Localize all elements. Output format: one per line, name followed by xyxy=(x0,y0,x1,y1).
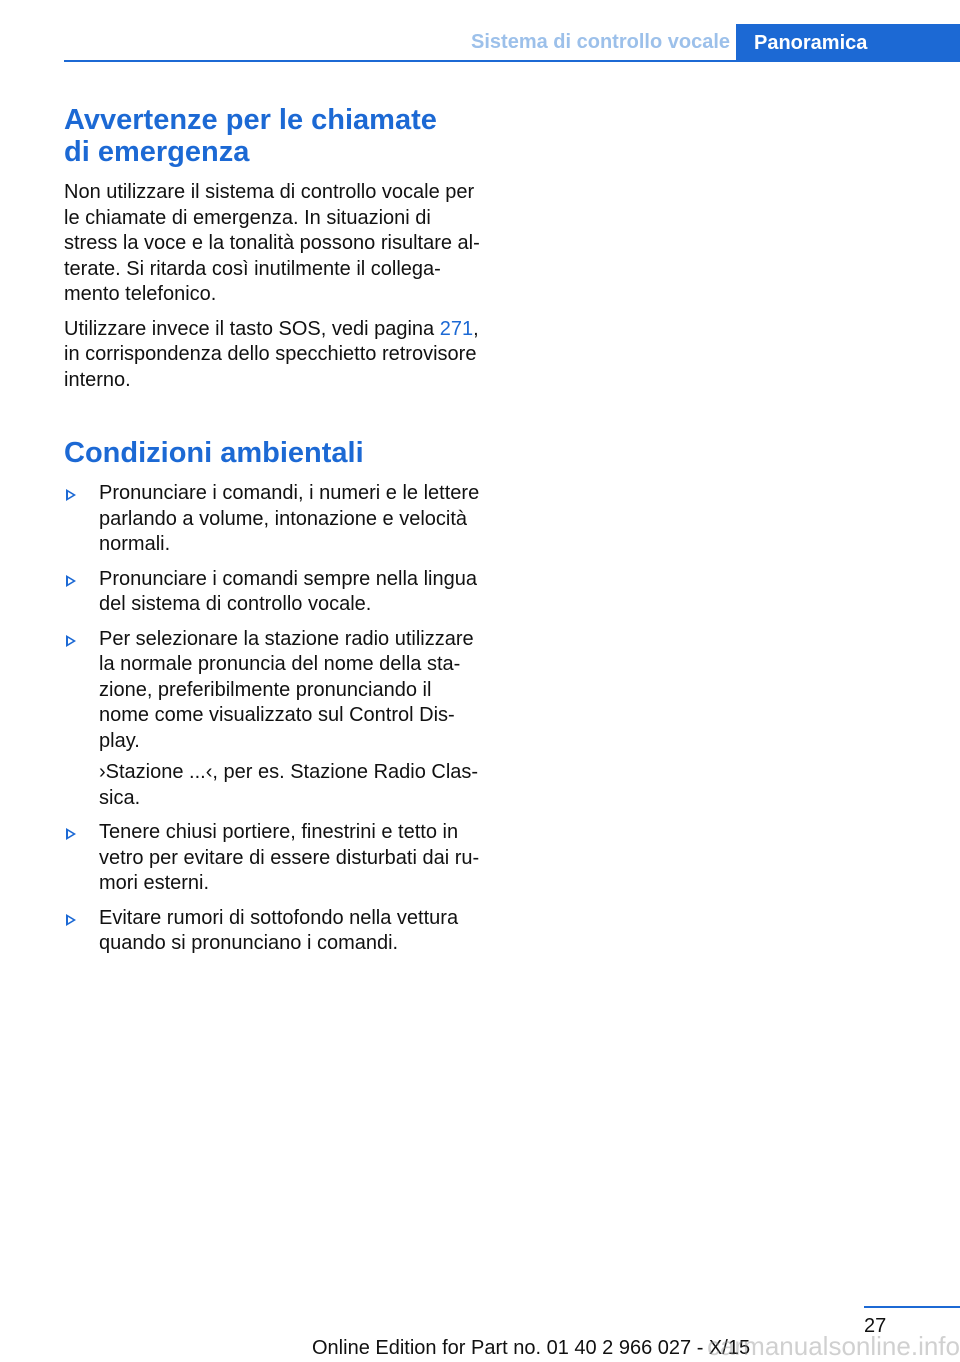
text-line: terate. Si ritarda così inutilmente il collega- xyxy=(64,257,441,280)
triangle-bullet-icon xyxy=(66,489,76,501)
header-divider xyxy=(64,60,960,62)
header-section-title: Sistema di controllo vocale xyxy=(471,31,730,53)
edition-note: Online Edition for Part no. 01 40 2 966 027 - X/15 xyxy=(312,1337,751,1359)
text-line: Evitare rumori di sottofondo nella vettura xyxy=(99,906,459,929)
list-item xyxy=(64,906,482,957)
example-paragraph xyxy=(99,760,482,811)
list-item xyxy=(64,627,482,812)
list-item xyxy=(64,567,482,618)
text-fragment: , xyxy=(473,317,479,340)
text-line: stress la voce e la tonalità possono risultare al- xyxy=(64,232,480,254)
text-line: sica. xyxy=(99,786,141,809)
triangle-bullet-icon xyxy=(66,914,76,926)
page-reference-link[interactable]: 271 xyxy=(439,317,474,340)
triangle-bullet-icon xyxy=(66,575,76,587)
text-line: parlando a volume, intonazione e velocità xyxy=(99,507,468,530)
text-line: Pronunciare i comandi, i numeri e le lettere xyxy=(99,482,480,504)
text-line: mori esterni. xyxy=(99,872,210,894)
list-item xyxy=(64,481,482,558)
emergency-paragraph xyxy=(64,180,482,308)
title-line: Avvertenze per le chiamate xyxy=(64,104,437,136)
text-line: play. xyxy=(99,729,140,752)
text-fragment: Utilizzare invece il tasto SOS, vedi pagina xyxy=(64,317,440,340)
text-line: nome come visualizzato sul Control Dis- xyxy=(99,704,455,726)
text-line: Per selezionare la stazione radio utilizzare xyxy=(99,627,474,650)
footer-divider xyxy=(864,1306,960,1308)
title-line: di emergenza xyxy=(64,136,250,168)
conditions-list xyxy=(64,481,482,957)
section-title-emergency xyxy=(64,104,482,168)
text-line: Pronunciare i comandi sempre nella lingua xyxy=(99,567,477,590)
watermark: carmanualsonline.info xyxy=(707,1331,960,1361)
text-line: interno. xyxy=(64,368,131,391)
sos-paragraph xyxy=(64,317,482,394)
text-line: Tenere chiusi portiere, finestrini e tetto in xyxy=(99,821,459,843)
triangle-bullet-icon xyxy=(66,828,76,840)
header-chapter-tab: Panoramica xyxy=(736,24,960,62)
list-item xyxy=(64,820,482,897)
triangle-bullet-icon xyxy=(66,635,76,647)
text-line: in corrispondenza dello specchietto retrovisore xyxy=(64,343,477,365)
text-line: quando si pronunciano i comandi. xyxy=(99,932,399,954)
section-title-conditions: Condizioni ambientali xyxy=(64,437,364,469)
text-line: vetro per evitare di essere disturbati dai ru- xyxy=(99,846,480,869)
text-line: del sistema di controllo vocale. xyxy=(99,593,372,615)
text-line: la normale pronuncia del nome della sta- xyxy=(99,653,461,675)
page-number: 27 xyxy=(864,1315,887,1337)
text-line: mento telefonico. xyxy=(64,283,217,305)
text-line: Non utilizzare il sistema di controllo vocale per xyxy=(64,181,475,203)
text-line: zione, preferibilmente pronunciando il xyxy=(99,678,432,701)
text-line: normali. xyxy=(99,533,171,555)
text-line: ›Stazione ...‹, per es. Stazione Radio Clas- xyxy=(99,761,479,783)
main-column xyxy=(64,104,482,966)
text-line: le chiamate di emergenza. In situazioni di xyxy=(64,206,431,229)
